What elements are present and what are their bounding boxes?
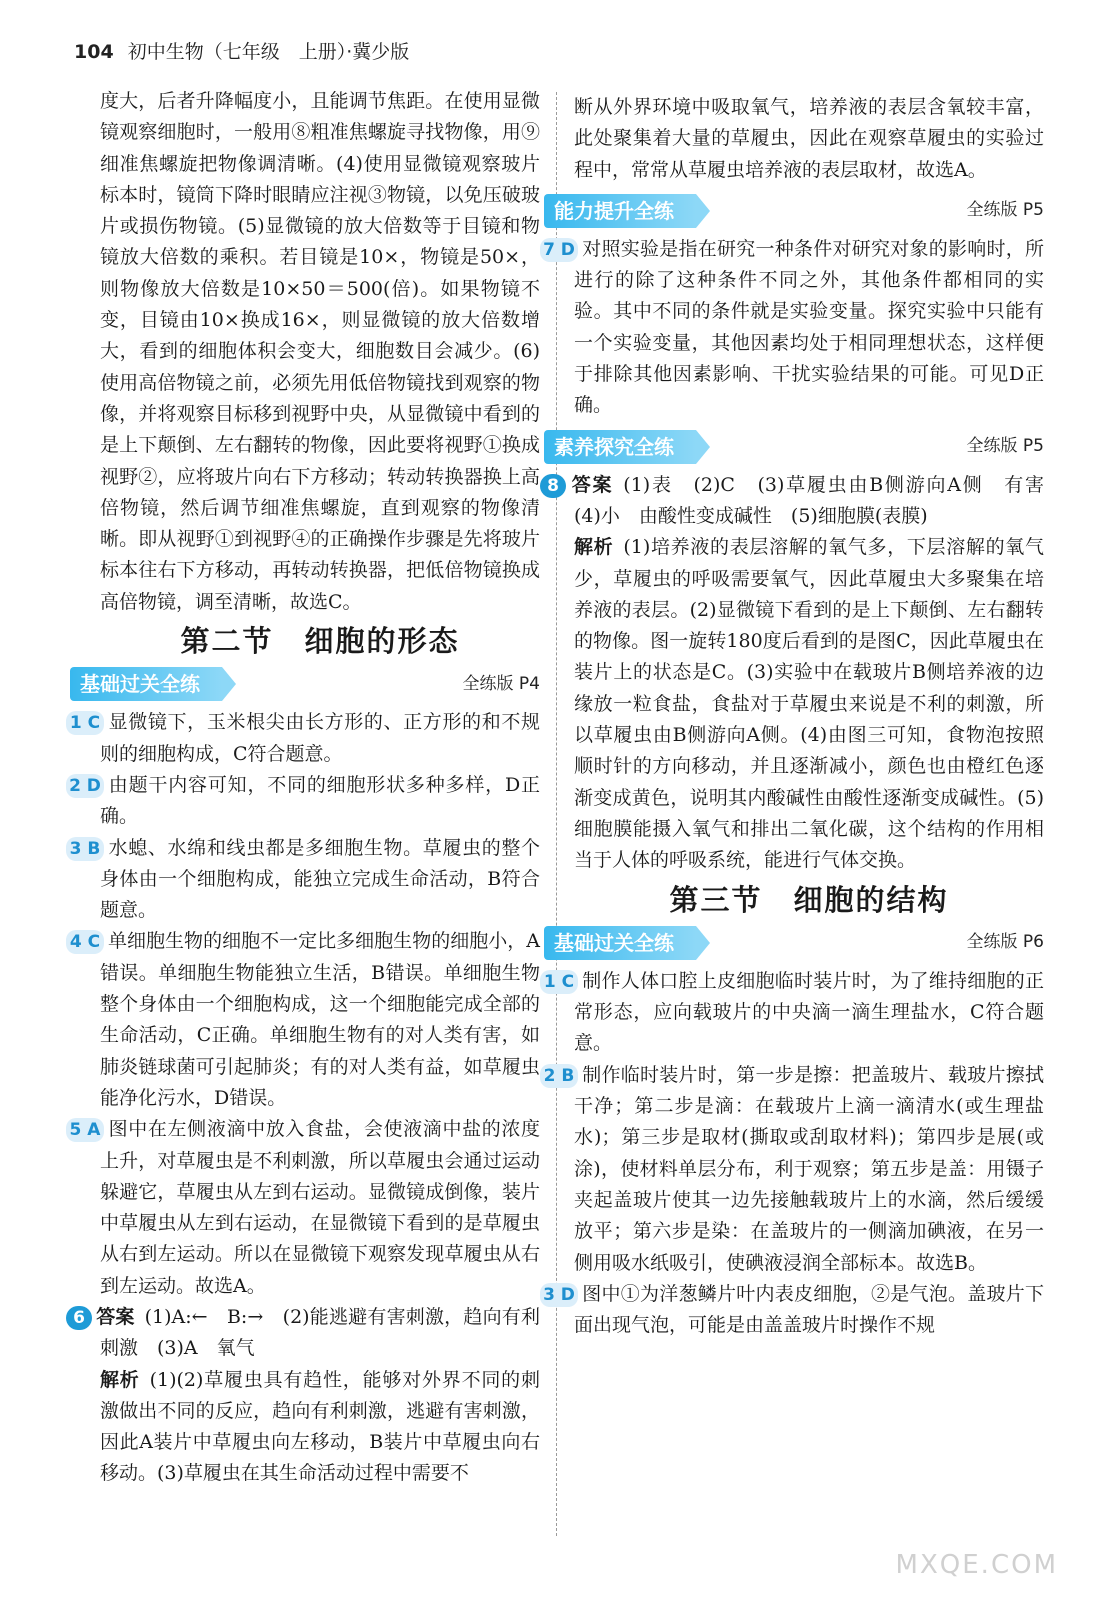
answer-badge: 8 bbox=[540, 474, 566, 498]
answer-badge: 6 bbox=[66, 1306, 92, 1330]
analysis-paragraph bbox=[100, 1365, 540, 1490]
page-reference: 全练版 P4 bbox=[462, 673, 540, 694]
continued-paragraph: 断从外界环境中吸取氧气，培养液的表层含氧较丰富，此处聚集着大量的草履虫，因此在观察草履虫的实验过程中，常常从草履虫培养液的表层取材，故选A。 bbox=[574, 96, 1044, 181]
exercise-header bbox=[544, 926, 1044, 960]
answer-badge: 4 C bbox=[66, 930, 104, 954]
page-header bbox=[74, 37, 409, 64]
book-title: 初中生物（七年级 上册）·冀少版 bbox=[127, 41, 410, 63]
answer-text: 单细胞生物的细胞不一定比多细胞生物的细胞小，A错误。单细胞生物能独立生活，B错误。单细胞生物整个身体由一个细胞构成，这一个细胞能完成全部的生命活动，C正确。单细胞生物有的对人类有害，如肺炎链球菌可引起肺炎；有的对人类有益，如草履虫能净化污水，D错误。 bbox=[100, 930, 540, 1109]
analysis-text: (1)培养液的表层溶解的氧气多，下层溶解的氧气少，草履虫的呼吸需要氧气，因此草履虫大多聚集在培养液的表层。(2)显微镜下看到的是上下颠倒、左右翻转的物像。图一旋转180度后看到的是图C，因此草履虫在装片上的状态是C。(3)实验中在载玻片B侧培养液的边缘放一粒食盐，食盐对于草履虫来说是不利的刺激，所以草履虫由B侧游向A侧。(4)由图三可知，食物泡按照顺时针的方向移动，并且逐渐减小，颜色也由橙红色逐渐变成黄色，说明其内酸碱性由酸性逐渐变成碱性。(5)细胞膜能摄入氧气和排出二氧化碳，这个结构的作用相当于人体的呼吸系统，能进行气体交换。 bbox=[574, 536, 1044, 872]
answer-text: 水螅、水绵和线虫都是多细胞生物。草履虫的整个身体由一个细胞构成，能独立完成生命活动，B符合题意。 bbox=[100, 836, 540, 922]
exercise-banner: 素养探究全练 bbox=[544, 430, 696, 464]
page-reference: 全练版 P5 bbox=[966, 200, 1044, 221]
answer-item bbox=[69, 926, 540, 1114]
exercise-banner: 基础过关全练 bbox=[70, 667, 222, 701]
answer-item bbox=[547, 470, 1064, 533]
continued-paragraph: 度大，后者升降幅度小，且能调节焦距。在使用显微镜观察细胞时，一般用⑧粗准焦螺旋寻找物像，用⑨细准焦螺旋把物像调清晰。(4)使用显微镜观察玻片标本时，镜筒下降时眼睛应注视③物镜，以免压破玻片或损伤物镜。(5)显微镜的放大倍数等于目镜和物镜放大倍数的乘积。若目镜是10×，物镜是50×，则物像放大倍数是10×50＝500(倍)。如果物镜不变，目镜由10×换成16×，则显微镜的放大倍数增大，看到的细胞体积会变大，细胞数目会减少。(6)使用高倍物镜之前，必须先用低倍物镜找到观察的物像，并将观察目标移到视野中央，从显微镜中看到的是上下颠倒、左右翻转的物像，因此要将视野①换成视野②，应将玻片向右下方移动；转动转换器换上高倍物镜，然后调节细准焦螺旋，直到观察的物像清晰。即从视野①到视野④的正确操作步骤是先将玻片标本往右下方移动，再转动转换器，把低倍物镜换成高倍物镜，调至清晰，故选C。 bbox=[100, 90, 540, 613]
answer-text: 图中①为洋葱鳞片叶内表皮细胞，②是气泡。盖玻片下面出现气泡，可能是由盖盖玻片时操作不规 bbox=[574, 1282, 1044, 1337]
answer-badge: 7 D bbox=[540, 238, 578, 262]
left-column bbox=[69, 86, 540, 1490]
answer-item bbox=[69, 707, 540, 770]
answer-badge: 3 B bbox=[66, 837, 104, 861]
answer-text: 制作临时装片时，第一步是擦：把盖玻片、载玻片擦拭干净；第二步是滴：在载玻片上滴一滴清水(或生理盐水)；第三步是取材(撕取或刮取材料)；第四步是展(或涂)，使材料单层分布，利于观察；第五步是盖：用镊子夹起盖玻片使其一边先接触载玻片上的水滴，然后缓缓放平；第六步是染：在盖玻片的一侧滴加碘液，在另一侧用吸水纸吸引，使碘液浸润全部标本。故选B。 bbox=[574, 1063, 1044, 1274]
answer-badge: 1 C bbox=[540, 970, 578, 994]
exercise-header bbox=[544, 430, 1044, 464]
column-divider bbox=[556, 92, 557, 1536]
section-title: 第二节 细胞的形态 bbox=[180, 624, 460, 659]
answer-text: (1)表 (2)C (3)草履虫由B侧游向A侧 有害 (4)小 由酸性变成碱性 (5)细胞膜(表膜) bbox=[574, 473, 1064, 527]
answer-badge: 1 C bbox=[66, 711, 104, 735]
answer-label: 答案 bbox=[570, 473, 614, 496]
page-reference: 全练版 P6 bbox=[966, 932, 1044, 953]
answer-label: 答案 bbox=[96, 1305, 135, 1328]
exercise-banner: 能力提升全练 bbox=[544, 194, 696, 228]
section-title: 第三节 细胞的结构 bbox=[669, 882, 949, 917]
answer-text: (1)A:← B:→ (2)能逃避有害刺激，趋向有利刺激 (3)A 氧气 bbox=[100, 1305, 540, 1360]
answer-badge: 2 B bbox=[540, 1064, 578, 1088]
answer-text: 由题干内容可知，不同的细胞形状多种多样，D正确。 bbox=[100, 773, 540, 828]
answer-item bbox=[543, 234, 1044, 422]
exercise-header bbox=[70, 667, 540, 701]
watermark: MXQE.COM bbox=[895, 1550, 1058, 1580]
answer-text: 显微镜下，玉米根尖由长方形的、正方形的和不规则的细胞构成，C符合题意。 bbox=[100, 711, 540, 765]
answer-text: 对照实验是指在研究一种条件对研究对象的影响时，所进行的除了这种条件不同之外，其他条件都相同的实验。其中不同的条件就是实验变量。探究实验中只能有一个实验变量，其他因素均处于相同理想状态，这样便于排除其他因素影响、干扰实验结果的可能。可见D正确。 bbox=[574, 237, 1044, 417]
answer-text: 制作人体口腔上皮细胞临时装片时，为了维持细胞的正常形态，应向载玻片的中央滴一滴生理盐水，C符合题意。 bbox=[574, 969, 1044, 1055]
exercise-banner: 基础过关全练 bbox=[544, 926, 696, 960]
answer-badge: 5 A bbox=[66, 1118, 104, 1142]
analysis-paragraph bbox=[574, 532, 1044, 876]
answer-item bbox=[69, 833, 540, 927]
answer-item bbox=[69, 770, 540, 833]
page-number: 104 bbox=[74, 41, 114, 63]
right-column bbox=[543, 92, 1064, 1341]
exercise-header bbox=[544, 194, 1044, 228]
page-reference: 全练版 P5 bbox=[966, 436, 1044, 457]
answer-badge: 3 D bbox=[540, 1283, 578, 1307]
answer-text: 图中在左侧液滴中放入食盐，会使液滴中盐的浓度上升，对草履虫是不利刺激，所以草履虫会通过运动躲避它，草履虫从左到右运动。显微镜成倒像，装片中草履虫从左到右运动，在显微镜下看到的是草履虫从右到左运动。所以在显微镜下观察发现草履虫从右到左运动。故选A。 bbox=[100, 1118, 540, 1297]
answer-item bbox=[543, 1060, 1044, 1279]
answer-item bbox=[73, 1302, 540, 1365]
analysis-text: (1)(2)草履虫具有趋性，能够对外界不同的刺激做出不同的反应，趋向有利刺激，逃避有害刺激，因此A装片中草履虫向左移动，B装片中草履虫向右移动。(3)草履虫在其生命活动过程中需要不 bbox=[100, 1368, 540, 1485]
analysis-label: 解析 bbox=[100, 1368, 140, 1391]
answer-item bbox=[543, 966, 1044, 1060]
answer-item bbox=[543, 1279, 1044, 1342]
answer-item bbox=[69, 1114, 540, 1302]
answer-badge: 2 D bbox=[66, 774, 104, 798]
analysis-label: 解析 bbox=[574, 536, 614, 559]
